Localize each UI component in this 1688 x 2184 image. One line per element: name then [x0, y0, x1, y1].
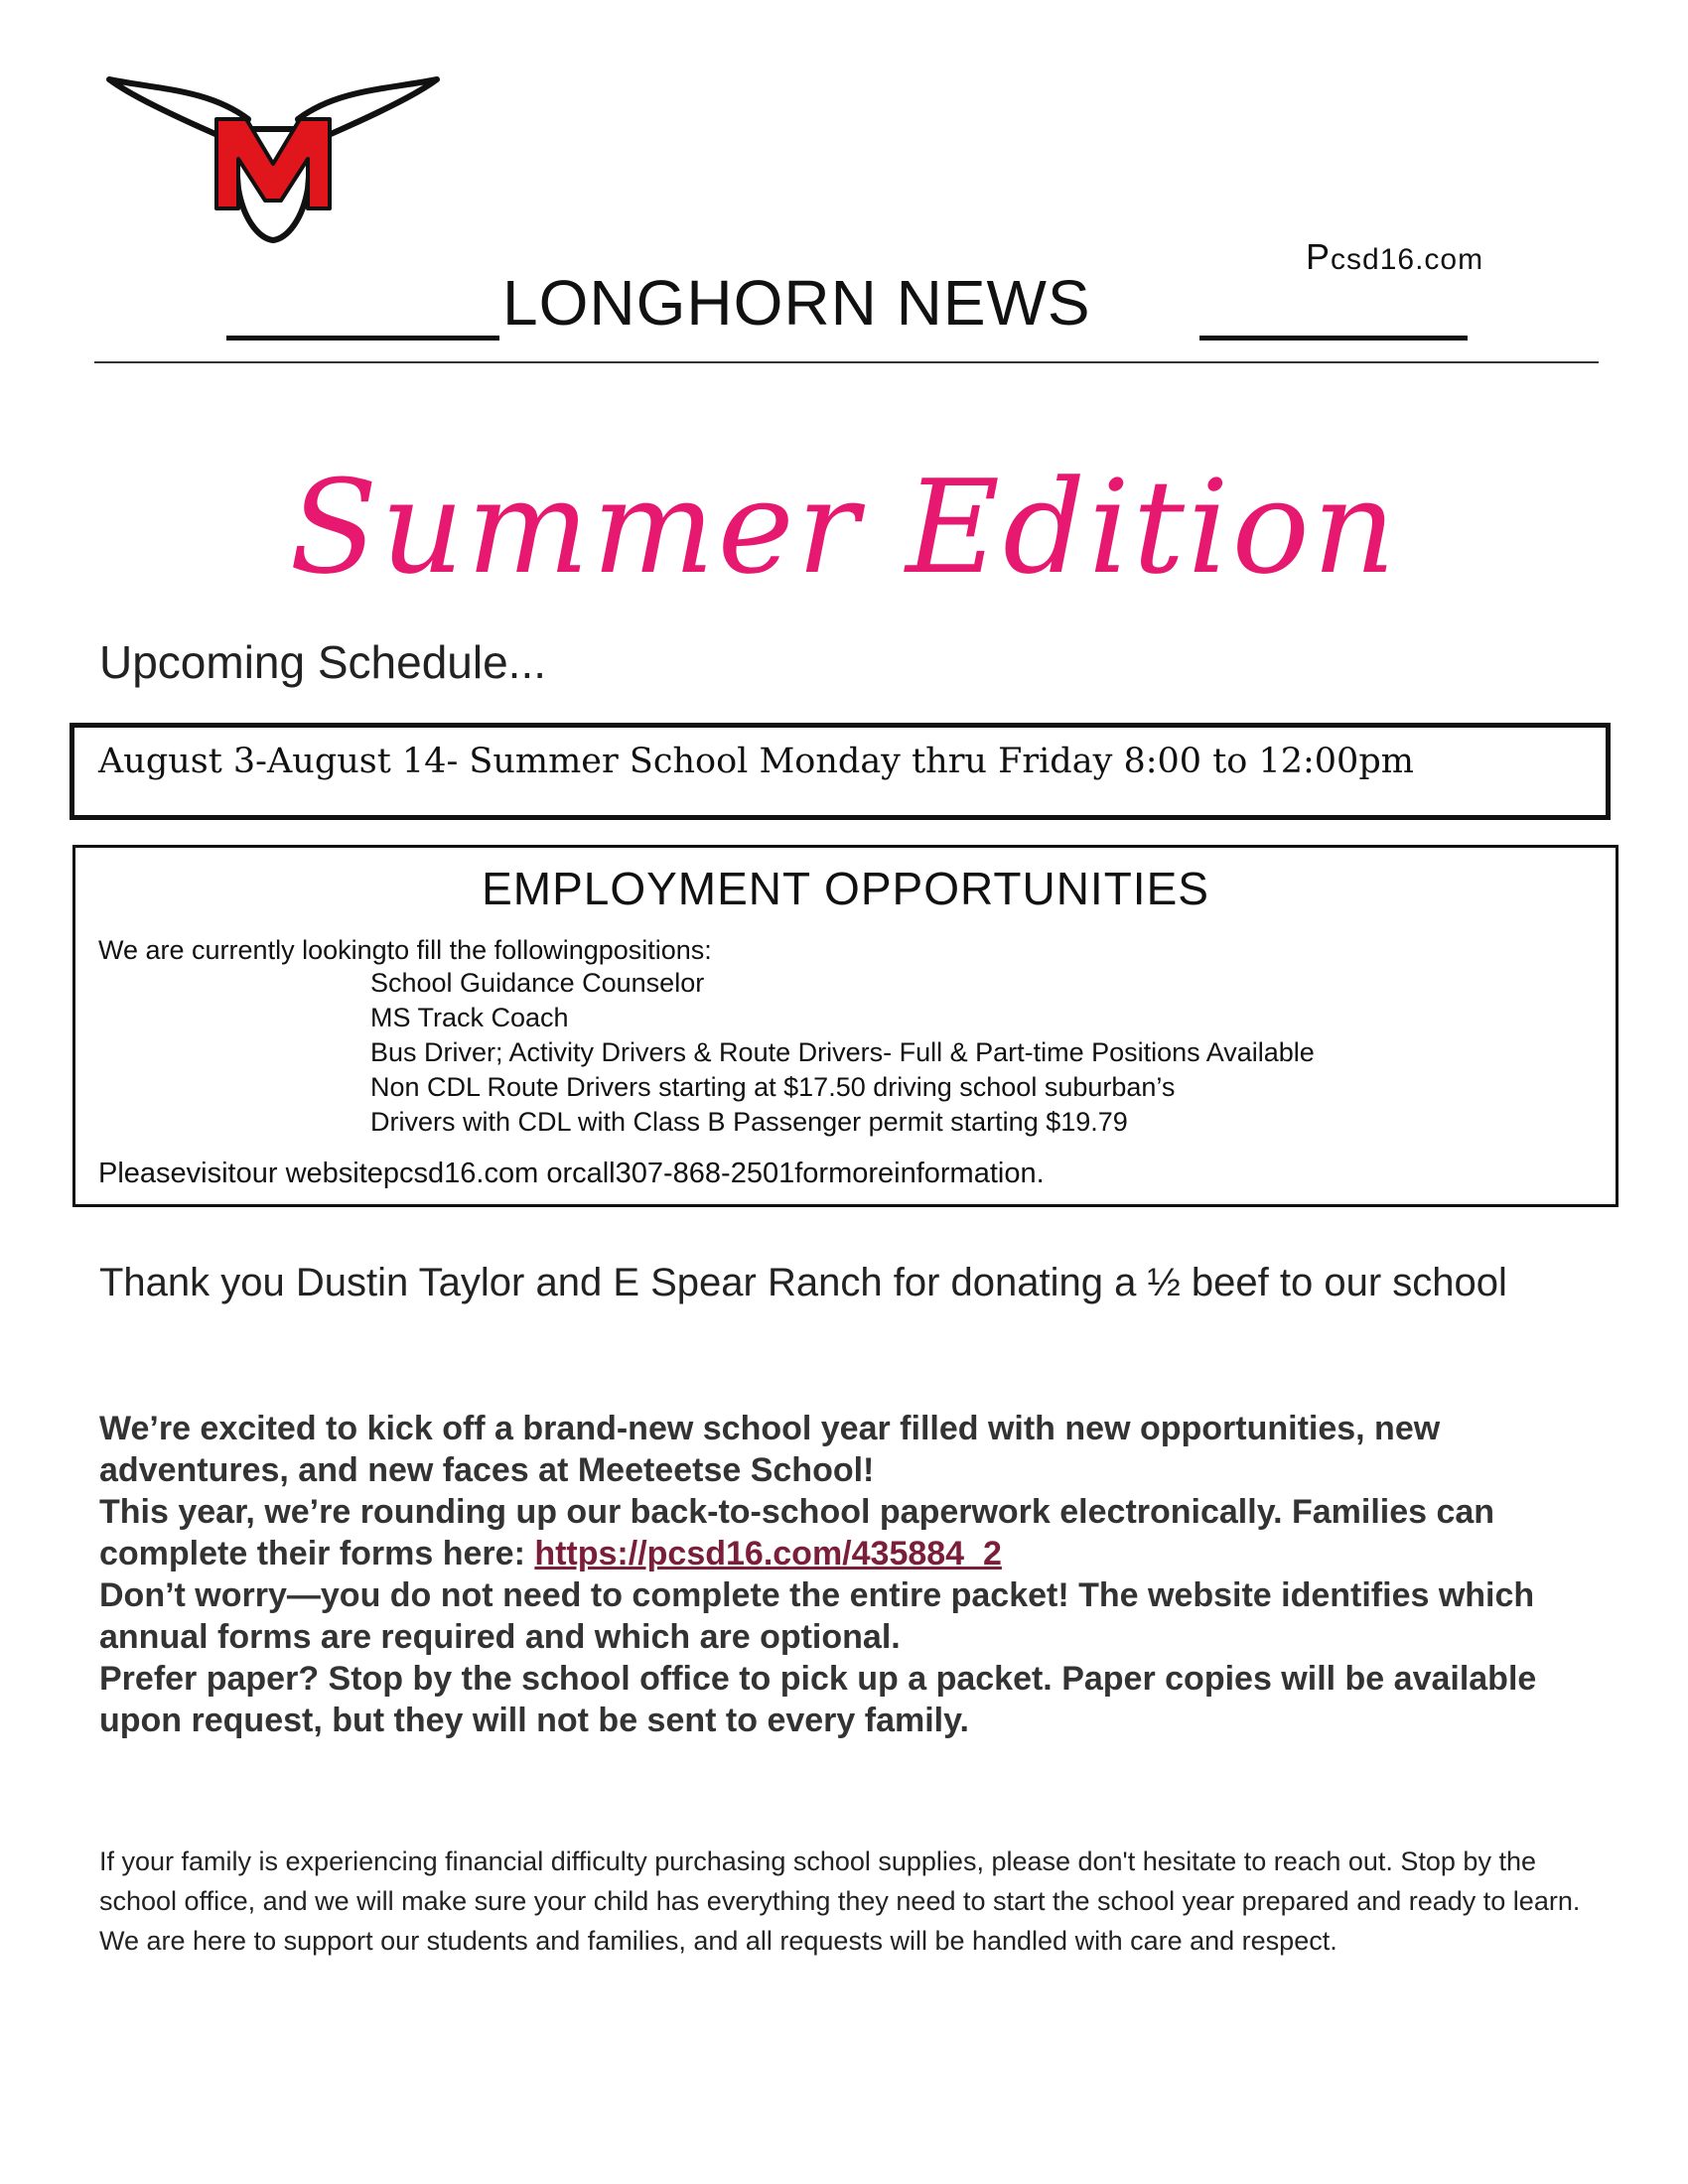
- forms-link[interactable]: https://pcsd16.com/435884_2: [534, 1535, 1002, 1572]
- back-to-school-announcement: [99, 1408, 1609, 1741]
- schedule-box: [70, 723, 1611, 820]
- thank-you-note: Thank you Dustin Taylor and E Spear Ranch for donating a ½ beef to our school: [99, 1261, 1507, 1304]
- announcement-intro: We’re excited to kick off a brand-new school year filled with new opportunities, new adventures, and new faces at Meeteetse School!: [99, 1410, 1441, 1489]
- announcement-forms-text: This year, we’re rounding up our back-to-school paperwork electronically. Families can complete their forms here:: [99, 1493, 1495, 1572]
- employment-intro: We are currently lookingto fill the followingpositions:: [98, 935, 712, 965]
- employment-box: [72, 845, 1618, 1207]
- masthead-line-left: [226, 336, 499, 341]
- position-item: Bus Driver; Activity Drivers & Route Drivers- Full & Part-time Positions Available: [370, 1037, 1315, 1067]
- site-url-initial: P: [1306, 236, 1332, 277]
- position-item: School Guidance Counselor: [370, 968, 705, 998]
- longhorn-logo: [99, 60, 447, 248]
- supplies-support-note: If your family is experiencing financial difficulty purchasing school supplies, please don't hesitate to reach out. Stop by the school office, and we will make sure your child has everything they need to start the school year prepared and ready to learn. We are here to support our students and families, and all requests will be handled with care and respect.: [99, 1846, 1581, 1956]
- announcement-forms: [99, 1491, 1609, 1574]
- employment-title: EMPLOYMENT OPPORTUNITIES: [482, 863, 1209, 914]
- header-divider: [94, 361, 1599, 363]
- masthead-line-right: [1199, 336, 1468, 341]
- position-item: Drivers with CDL with Class B Passenger permit starting $19.79: [370, 1107, 1128, 1137]
- masthead: [226, 266, 1468, 345]
- site-url-rest: csd16.com: [1331, 243, 1484, 276]
- announcement-packet: Don’t worry—you do not need to complete the entire packet! The website identifies which annual forms are required and which are optional.: [99, 1576, 1535, 1656]
- newsletter-title: LONGHORN NEWS: [502, 267, 1091, 339]
- positions-list: [370, 966, 1315, 1140]
- announcement-paper: Prefer paper? Stop by the school office to pick up a packet. Paper copies will be available upon request, but they will not be sent to every family.: [99, 1660, 1537, 1739]
- schedule-heading: Upcoming Schedule...: [99, 636, 547, 688]
- position-item: Non CDL Route Drivers starting at $17.50 driving school suburban’s: [370, 1072, 1176, 1102]
- schedule-item: August 3-August 14- Summer School Monday thru Friday 8:00 to 12:00pm: [98, 742, 1414, 781]
- edition-title: Summer Edition: [289, 452, 1399, 603]
- employment-contact: Pleasevisitour websitepcsd16.com orcall307-868-2501formoreinformation.: [98, 1158, 1045, 1189]
- position-item: MS Track Coach: [370, 1003, 569, 1032]
